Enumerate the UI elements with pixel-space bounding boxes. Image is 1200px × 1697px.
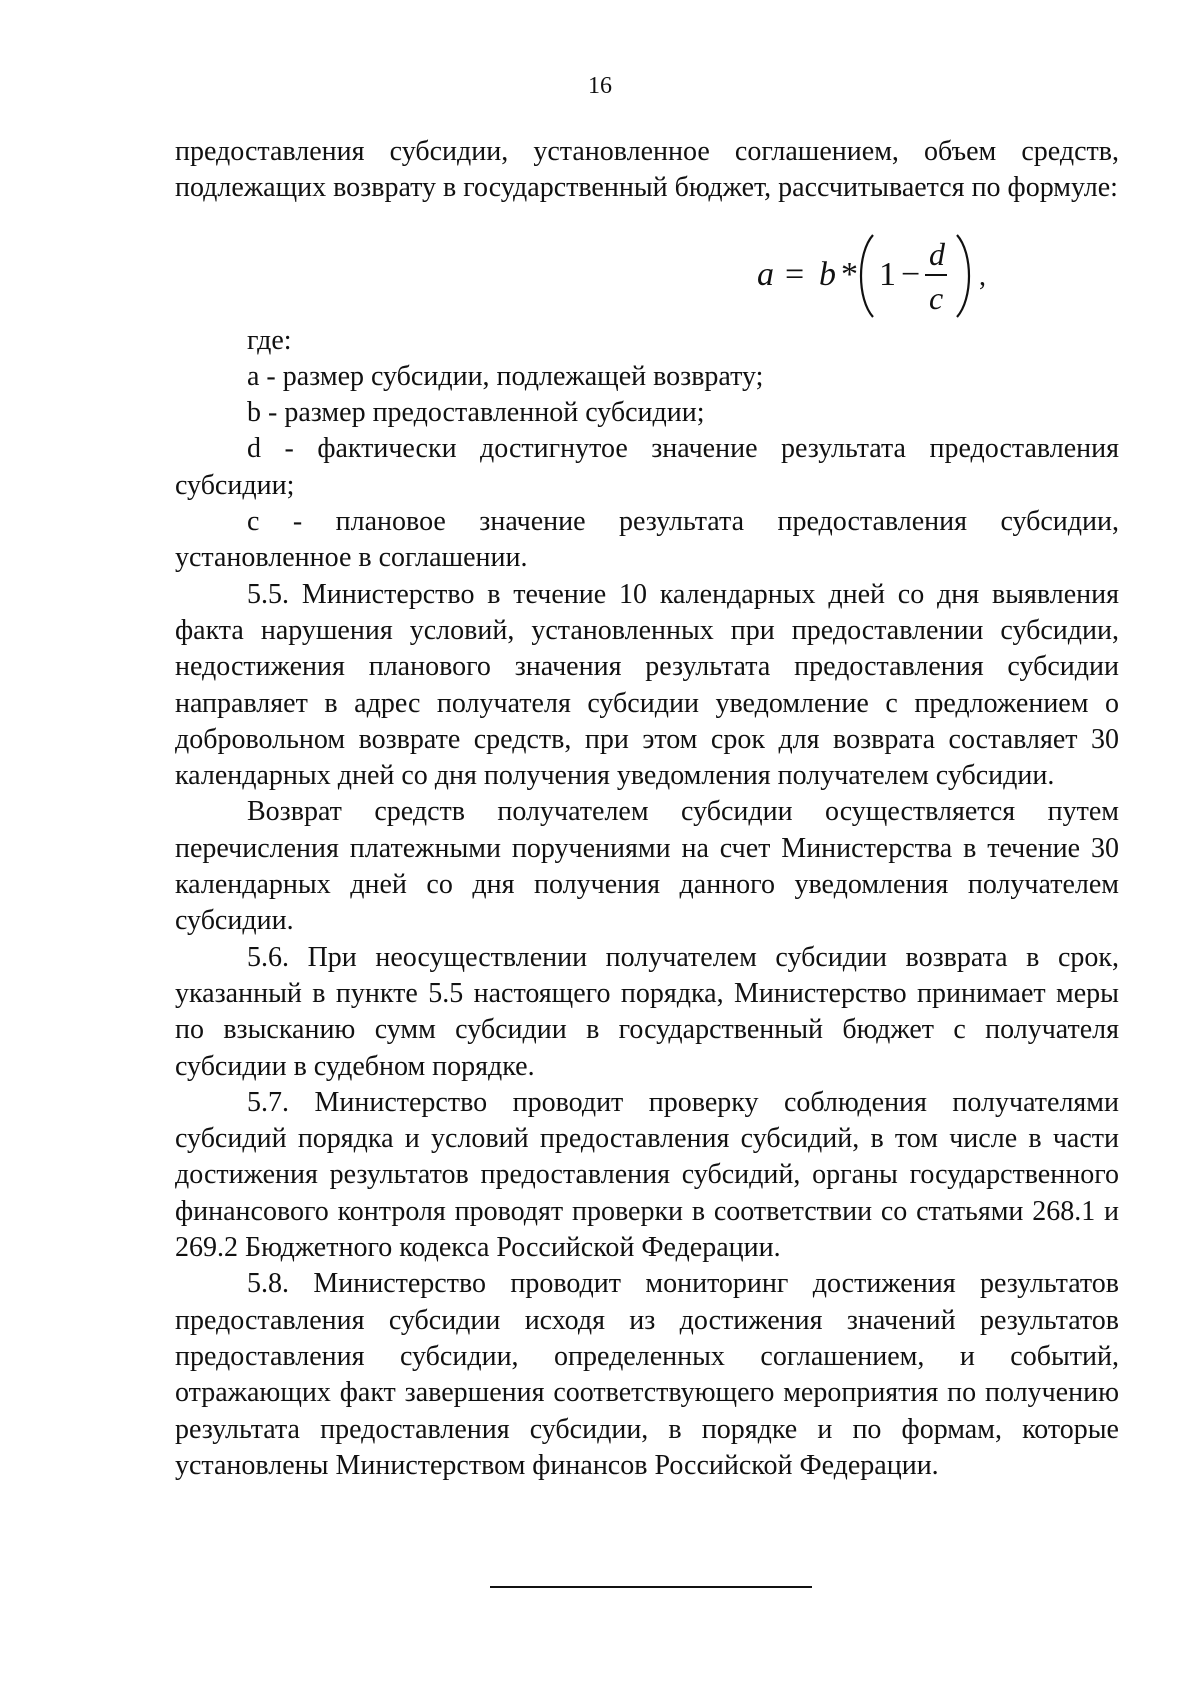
formula-numerator-d: d <box>929 235 945 272</box>
formula <box>175 213 1119 323</box>
where-label: где: <box>247 324 292 356</box>
formula-a: a <box>757 255 774 293</box>
formula-minus: − <box>901 255 921 293</box>
formula-b: b <box>819 255 836 293</box>
formula-denominator-c: c <box>929 279 944 316</box>
formula-one: 1 <box>879 255 896 293</box>
paragraph-5-5: 5.5. Министерство в течение 10 календарных дней со дня выявления факта нарушения условий, установленных при предоставлении субсидии, недостижения планового значения результата предоставления субсидии направляет в адрес получателя субсидии уведомление с предложением о добровольном возврате средств, при этом срок для возврата составляет 30 календарных дней со дня получения уведомления получателем субсидии. <box>175 578 1119 792</box>
paragraph-5-7: 5.7. Министерство проводит проверку соблюдения получателями субсидий порядка и условий предоставления субсидий, в том числе в части достижения результатов предоставления субсидий, органы государственного финансового контроля проводят проверки в соответствии со статьями 268.1 и 269.2 Бюджетного кодекса Российской Федерации. <box>175 1086 1119 1264</box>
definition-d: d - фактически достигнутое значение результата предоставления субсидии; <box>175 433 1119 501</box>
paragraph-5-8: 5.8. Министерство проводит мониторинг достижения результатов предоставления субсидии исходя из достижения значений результатов предоставления субсидии, определенных соглашением, и событий, отражающих факт завершения соответствующего мероприятия по получению результата предоставления субсидии, в порядке и по формам, которые установлены Министерством финансов Российской Федерации. <box>175 1268 1119 1481</box>
formula-star: * <box>841 255 858 293</box>
formula-right-paren <box>957 235 969 317</box>
definition-b: b - размер предоставленной субсидии; <box>247 397 705 429</box>
definition-a: a - размер субсидии, подлежащей возврату; <box>247 360 764 392</box>
end-separator-line <box>490 1586 812 1588</box>
formula-svg-tail <box>955 213 1015 323</box>
formula-comma: , <box>979 260 986 292</box>
formula-svg <box>575 213 955 323</box>
intro-paragraph: предоставления субсидии, установленное соглашением, объем средств, подлежащих возврату в государственный бюджет, рассчитывается по формуле: <box>175 136 1119 204</box>
paragraph-return: Возврат средств получателем субсидии осуществляется путем перечисления платежными поручениями на счет Министерства в течение 30 календарных дней со дня получения данного уведомления получателем субсидии. <box>175 796 1119 937</box>
formula-equals: = <box>785 255 805 293</box>
page-number: 16 <box>588 73 612 99</box>
definition-c: c - плановое значение результата предоставления субсидии, установленное в соглашении. <box>175 506 1119 574</box>
paragraph-5-6: 5.6. При неосуществлении получателем субсидии возврата в срок, указанный в пункте 5.5 настоящего порядка, Министерство принимает меры по взысканию сумм субсидии в государственный бюджет с получателя субсидии в судебном порядке. <box>175 941 1119 1082</box>
document-body <box>175 134 1119 1484</box>
formula-left-paren <box>861 235 873 317</box>
